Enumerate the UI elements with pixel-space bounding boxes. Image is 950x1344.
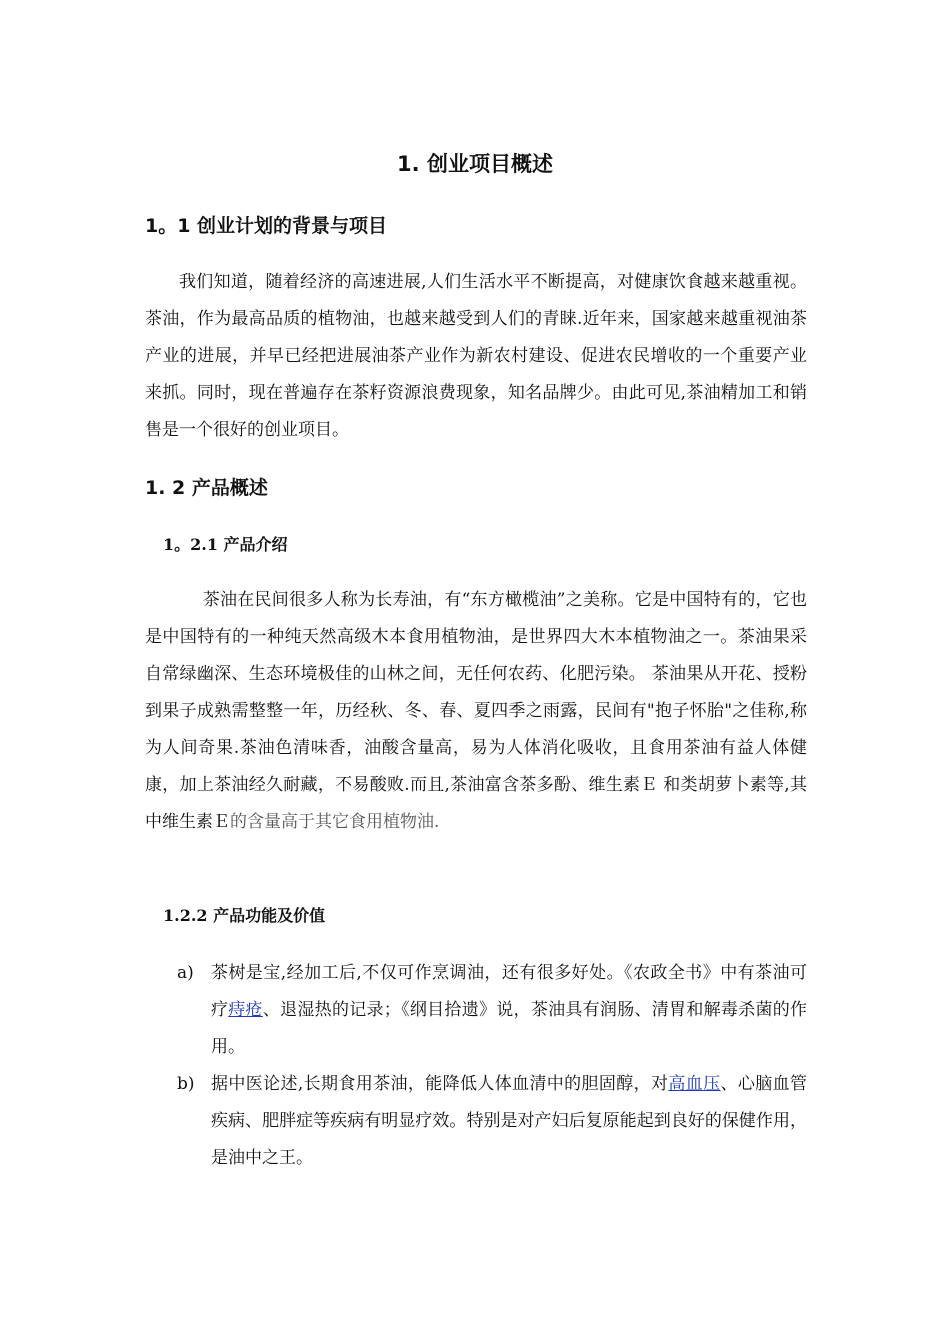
subsection-heading-1-2-2: 1.2.2 产品功能及价值 [163, 906, 326, 925]
list-item-text-after: 、退湿热的记录；《纲目拾遗》说，茶油具有润肠、清胃和解毒杀菌的作用。 [211, 1000, 808, 1057]
product-intro-paragraph [145, 582, 807, 841]
list-item [145, 1066, 807, 1177]
section-heading-1-2: 1. 2 产品概述 [145, 477, 268, 499]
product-intro-tail-text: 的含量高于其它食用植物油. [230, 812, 440, 832]
list-item-text-before: 据中医论述,长期食用茶油，能降低人体血清中的胆固醇，对 [211, 1074, 669, 1094]
list-item-text-before: 茶树是宝,经加工后,不仅可作烹调油，还有很多好处。《农政全书》中有茶油可疗 [211, 963, 807, 1020]
background-paragraph: 我们知道，随着经济的高速进展,人们生活水平不断提高，对健康饮食越来越重视。茶油，作为最高品质的植物油，也越来越受到人们的青睐.近年来，国家越来越重视油茶产业的进展，并早已经把进展油茶产业作为新农村建设、促进农民增收的一个重要产业来抓。同时，现在普遍存在茶籽资源浪费现象，知名品牌少。由此可见,茶油精加工和销售是一个很好的创业项目。 [145, 272, 807, 440]
chapter-title: 1. 创业项目概述 [397, 152, 553, 176]
product-value-list [145, 955, 807, 1177]
hypertension-link[interactable]: 高血压 [668, 1074, 721, 1094]
product-intro-main-text: 茶油在民间很多人称为长寿油，有“东方橄榄油”之美称。它是中国特有的，它也是中国特有的一种纯天然高级木本食用植物油，是世界四大木本植物油之一。茶油果采自常绿幽深、生态环境极佳的山林之间，无任何农药、化肥污染。 茶油果从开花、授粉到果子成熟需整整一年，历经秋、冬、春、夏四季之雨露，民间有"抱子怀胎"之佳称,称为人间奇果.茶油色清味香，油酸含量高，易为人体消化吸收，且食用茶油有益人体健康，加上茶油经久耐藏，不易酸败.而且,茶油富含茶多酚、维生素Ｅ 和类胡萝卜素等,其中维生素Ｅ [145, 590, 807, 832]
list-item-text-after: 、心脑血管疾病、肥胖症等疾病有明显疗效。特别是对产妇后复原能起到良好的保健作用，是油中之王。 [211, 1074, 808, 1168]
list-marker: a) [177, 963, 194, 983]
list-marker: b) [177, 1074, 195, 1094]
subsection-heading-1-2-1: 1。2.1 产品介绍 [163, 535, 288, 554]
section-heading-1-1: 1。1 创业计划的背景与项目 [145, 215, 388, 237]
list-item [145, 955, 807, 1066]
hemorrhoids-link[interactable]: 痔疮 [228, 1000, 263, 1020]
